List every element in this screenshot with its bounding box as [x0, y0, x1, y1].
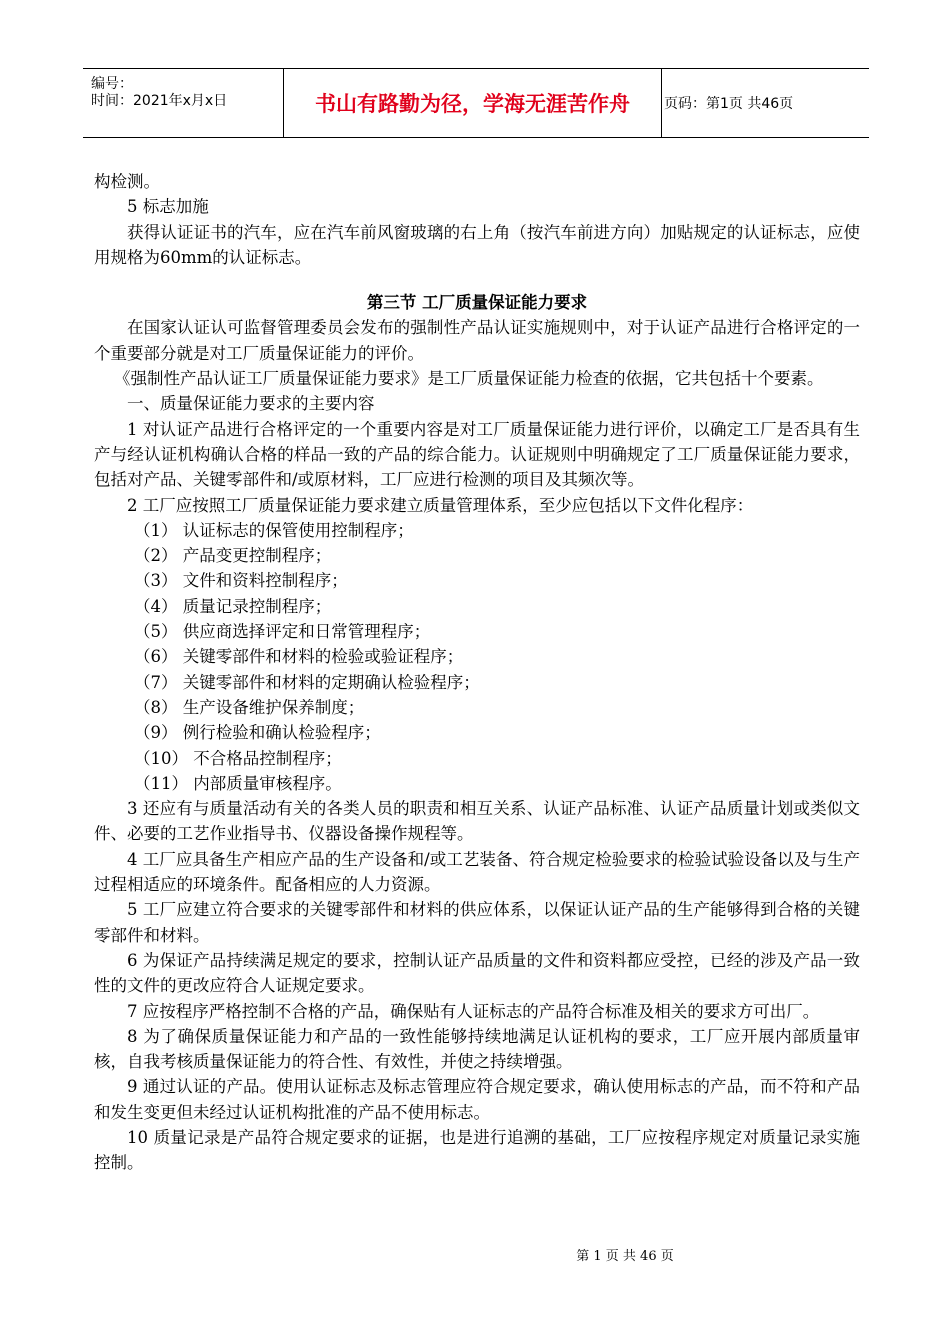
list-item: （7） 关键零部件和材料的定期确认检验程序；: [134, 672, 480, 692]
paragraph: 构检测。: [94, 172, 160, 191]
paragraph: 9 通过认证的产品。使用认证标志及标志管理应符合规定要求，确认使用标志的产品，而不符和产品和发生变更但未经过认证机构批准的产品不使用标志。: [94, 1077, 860, 1122]
list-item: （5） 供应商选择评定和日常管理程序；: [134, 622, 431, 642]
list-item: （11） 内部质量审核程序。: [134, 773, 342, 793]
page-info: 页码：第1页 共46页: [664, 96, 794, 112]
time-label: 时间：2021年x月x日: [91, 93, 228, 109]
subheading: 一、质量保证能力要求的主要内容: [127, 394, 375, 414]
list-item: （1） 认证标志的保管使用控制程序；: [134, 520, 414, 540]
footer-page-number: 第 1 页 共 46 页: [576, 1249, 674, 1264]
paragraph: 7 应按程序严格控制不合格的产品，确保贴有人证标志的产品符合标准及相关的要求方可出厂。: [127, 1001, 820, 1021]
list-item: （6） 关键零部件和材料的检验或验证程序；: [134, 647, 464, 667]
paragraph: 10 质量记录是产品符合规定要求的证据，也是进行追溯的基础，工厂应按程序规定对质量记录实施控制。: [94, 1127, 860, 1173]
code-label: 编号：: [91, 76, 133, 92]
paragraph: 8 为了确保质量保证能力和产品的一致性能够持续地满足认证机构的要求，工厂应开展内部质量审核，自我考核质量保证能力的符合性、有效性，并使之持续增强。: [94, 1026, 860, 1072]
list-item: （8） 生产设备维护保养制度；: [134, 697, 365, 717]
header-page-info-cell: [661, 69, 869, 137]
list-item: （9） 例行检验和确认检验程序；: [134, 723, 381, 743]
header-meta-cell: [83, 69, 283, 137]
list-item: （3） 文件和资料控制程序；: [134, 571, 348, 591]
paragraph: 4 工厂应具备生产相应产品的生产设备和/或工艺装备、符合规定检验要求的检验试验设备以及与生产过程相适应的环境条件。配备相应的人力资源。: [94, 849, 860, 895]
list-item: （4） 质量记录控制程序；: [134, 596, 332, 616]
paragraph: 2 工厂应按照工厂质量保证能力要求建立质量管理体系，至少应包括以下文件化程序：: [127, 495, 754, 515]
list-item: （10） 不合格品控制程序；: [134, 748, 342, 768]
paragraph: 6 为保证产品持续满足规定的要求，控制认证产品质量的文件和资料都应受控，已经的涉及产品一致性的文件的更改应符合人证规定要求。: [94, 950, 860, 996]
paragraph: 获得认证证书的汽车，应在汽车前风窗玻璃的右上角（按汽车前进方向）加贴规定的认证标志，应使用规格为60mm的认证标志。: [94, 222, 860, 267]
paragraph: 在国家认证认可监督管理委员会发布的强制性产品认证实施规则中，对于认证产品进行合格评定的一个重要部分就是对工厂质量保证能力的评价。: [94, 318, 860, 363]
paragraph: 《强制性产品认证工厂质量保证能力要求》是工厂质量保证能力检查的依据，它共包括十个要素。: [114, 369, 824, 389]
section-title: 第三节 工厂质量保证能力要求: [366, 293, 588, 313]
document-body: [94, 169, 860, 1176]
header-motto: 书山有路勤为径，学海无涯苦作舟: [283, 69, 662, 137]
document-header: [83, 68, 869, 138]
paragraph: 3 还应有与质量活动有关的各类人员的职责和相互关系、认证产品标准、认证产品质量计划或类似文件、必要的工艺作业指导书、仪器设备操作规程等。: [94, 799, 860, 844]
page-footer: [0, 1245, 950, 1264]
paragraph: 5 工厂应建立符合要求的关键零部件和材料的供应体系，以保证认证产品的生产能够得到合格的关键零部件和材料。: [94, 900, 860, 945]
paragraph: 5 标志加施: [127, 197, 209, 217]
list-item: （2） 产品变更控制程序；: [134, 546, 332, 566]
paragraph: 1 对认证产品进行合格评定的一个重要内容是对工厂质量保证能力进行评价，以确定工厂是否具有生产与经认证机构确认合格的样品一致的产品的综合能力。认证规则中明确规定了工厂质量保证能力要求，包括对产品、关键零部件和/或原材料，工厂应进行检测的项目及其频次等。: [94, 419, 860, 490]
